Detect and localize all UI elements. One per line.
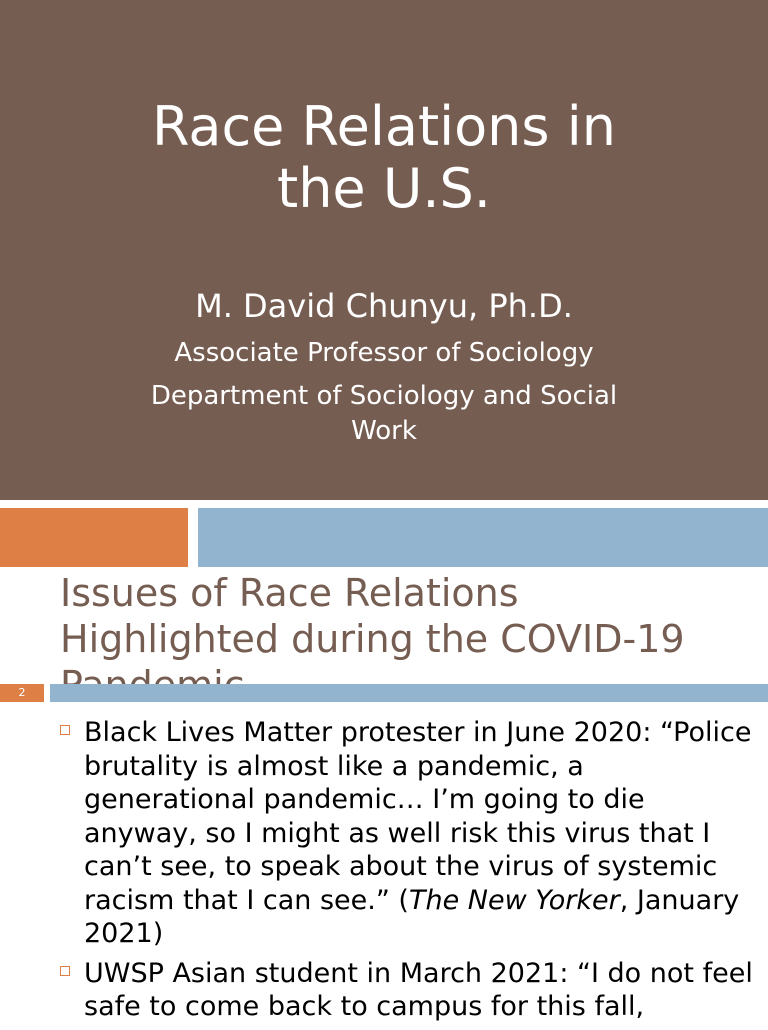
bullet-1-text: Black Lives Matter protester in June 2020: “Police brutality is almost like a pandemic, a generational pandemic… I’m going to die anyway, so I might as well risk this virus that I can’t see, to speak about the virus of systemic racism that I can see.” ( [84, 717, 752, 916]
author-department [100, 379, 668, 449]
header-accent-orange [0, 508, 188, 567]
bullet-1-source: The New Yorker [408, 884, 620, 916]
page-number: 2 [0, 684, 44, 702]
author-name: M. David Chunyu, Ph.D. [195, 287, 573, 325]
department-line-1: Department of Sociology and Social [150, 381, 618, 411]
title-underline-bar [50, 684, 768, 702]
title-slide [0, 0, 768, 500]
slide-title [40, 96, 728, 220]
square-bullet-icon [60, 725, 70, 735]
slide-divider [0, 500, 768, 508]
title-line-1: Race Relations in [152, 95, 616, 158]
slide-2-title-line-2: Highlighted during the COVID-19 [60, 617, 685, 661]
bullet-2-text: UWSP Asian student in March 2021: “I do not feel safe to come back to campus for this fall, [84, 957, 753, 1022]
title-line-2: the U.S. [277, 157, 491, 220]
bullet-1-citation: , January 2021) [84, 884, 740, 949]
bullet-item [60, 716, 760, 951]
author-position: Associate Professor of Sociology [174, 338, 594, 368]
header-accent-blue [198, 508, 768, 567]
slide-2-title-line-1: Issues of Race Relations [60, 571, 519, 615]
bullet-list [60, 716, 760, 1030]
bullet-item [60, 957, 760, 1024]
department-line-2: Work [351, 416, 417, 446]
square-bullet-icon [60, 966, 70, 976]
